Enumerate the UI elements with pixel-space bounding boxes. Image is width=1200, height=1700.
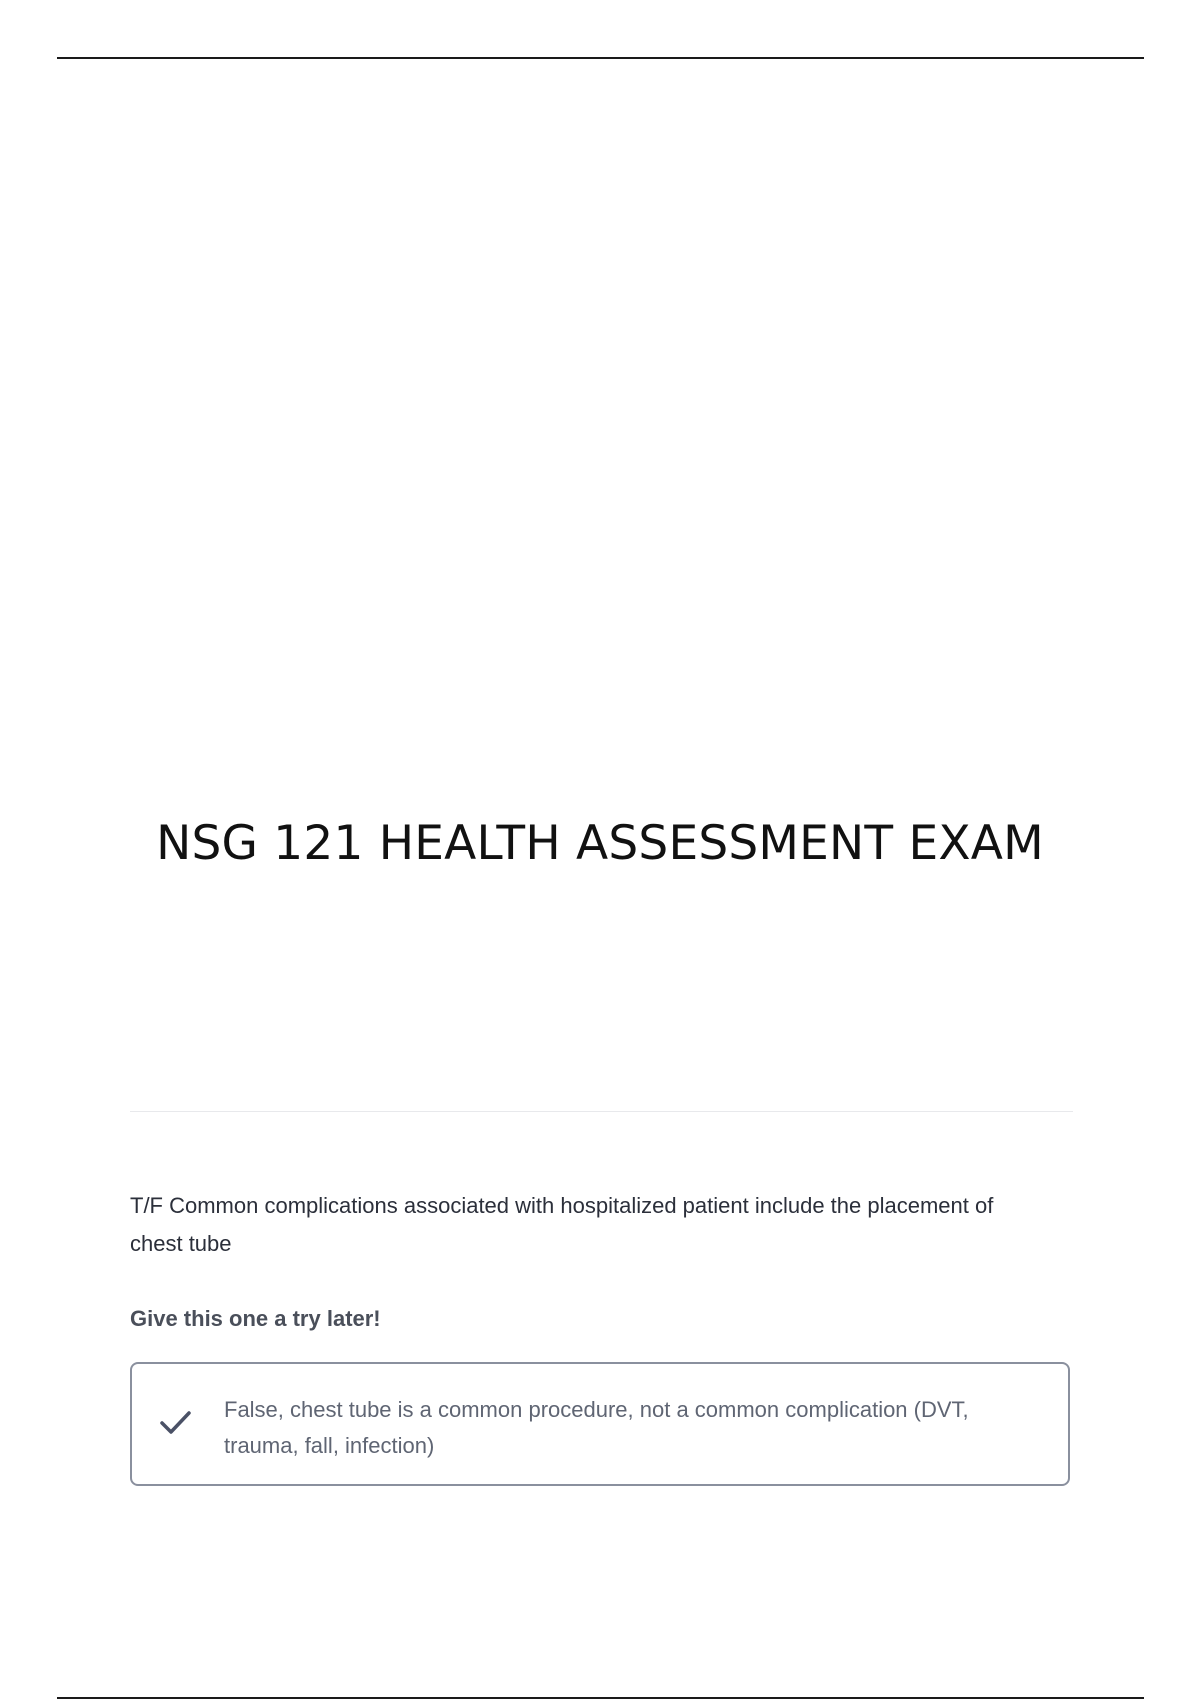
hint-text: Give this one a try later! [130,1306,381,1331]
bottom-rule [57,1697,1144,1699]
top-rule [57,57,1144,59]
question-text: T/F Common complications associated with hospitalized patient include the placement of chest tube [130,1193,994,1256]
document-title: NSG 121 HEALTH ASSESSMENT EXAM [156,816,1044,871]
answer-text: False, chest tube is a common procedure, not a common complication (DVT, trauma, fall, infection) [224,1397,969,1458]
section-divider [130,1111,1073,1112]
check-icon [158,1408,194,1438]
answer-card [130,1362,1070,1486]
